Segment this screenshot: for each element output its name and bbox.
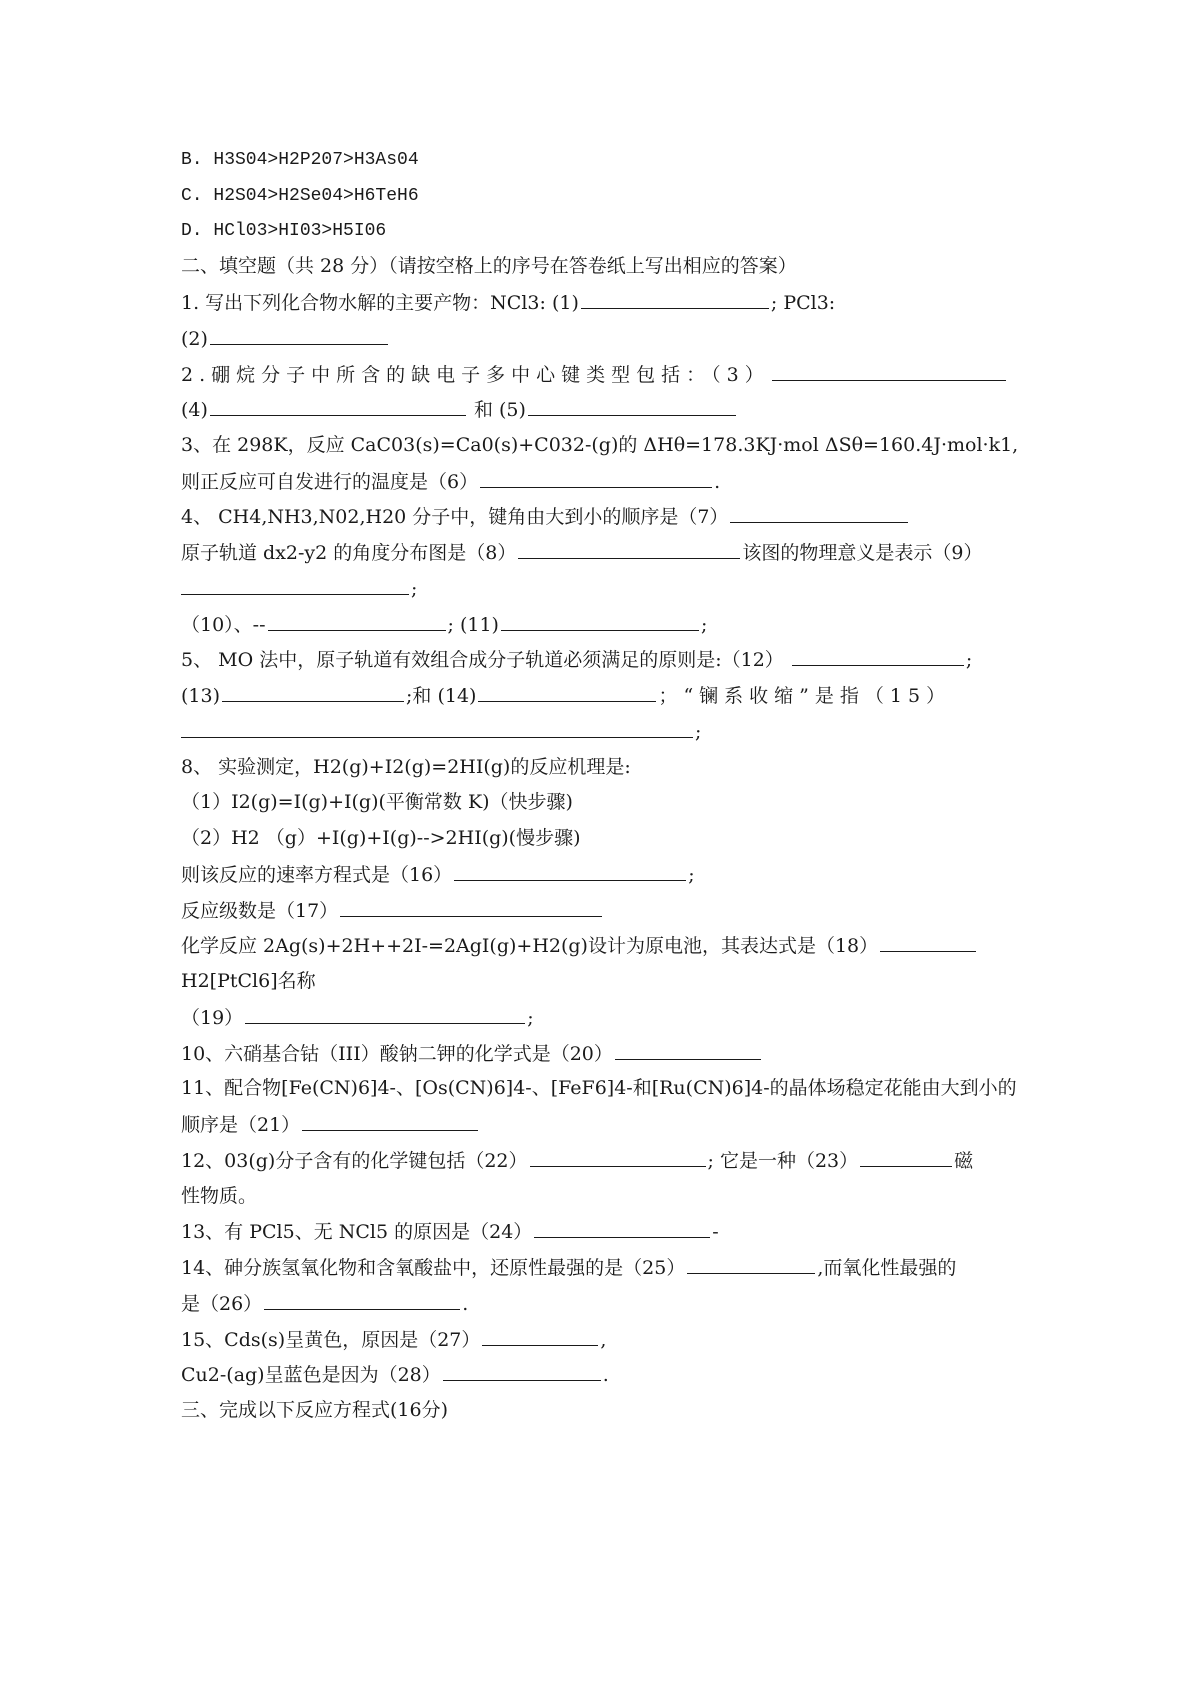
period: . [602,1364,609,1386]
answer-blank-10 [268,612,446,631]
answer-blank-1 [581,290,769,309]
period: . [714,471,721,493]
answer-blank-6 [480,469,712,488]
answer-blank-14 [478,683,656,702]
blank-label-14: ;和 (14) [406,685,477,707]
answer-blank-26 [264,1291,460,1310]
question-12-prompt: 12、03(g)分子含有的化学键包括（22） [181,1150,528,1172]
question-3-line-1 [181,433,1018,457]
mechanism-step-2-text: （2）H2 （g）+I(g)+I(g)-->2HI(g)(慢步骤) [181,827,581,849]
question-12-line-1 [181,1148,973,1173]
semicolon: ; [411,578,418,600]
question-2-line-2 [181,397,738,422]
blank-label-4: (4) [181,399,208,421]
answer-blank-19 [245,1005,525,1024]
rate-equation-line [181,862,695,887]
answer-blank-22 [530,1148,706,1167]
galvanic-cell-line [181,933,978,958]
question-1-line-1 [181,290,835,315]
answer-blank-9 [181,576,409,595]
semicolon: ; [700,614,708,636]
blank-label-19: （19） [181,1007,244,1029]
blank-label-21: 顺序是（21） [181,1114,301,1136]
answer-blank-24 [534,1219,710,1238]
answer-blank-12 [792,647,964,666]
blank-label-10: （10）、-- [181,614,266,636]
blank-label-5: 和 (5) [473,399,526,421]
blank-label-26: 是（26） [181,1293,263,1315]
question-4-line-2 [181,540,982,565]
answer-blank-21 [302,1112,478,1131]
option-c [181,184,419,208]
question-5-line-3 [181,719,701,744]
question-12-line-2 [181,1184,257,1208]
answer-blank-17 [340,898,602,917]
section-2-heading [181,254,797,278]
blank-label-11: ; (11) [447,614,499,636]
answer-blank-20 [615,1041,761,1060]
question-15-line-1 [181,1327,606,1352]
lanthanide-contraction-prompt: ；“镧系收缩”是指（15） [658,685,952,707]
copper-color-prompt: Cu2-(ag)呈蓝色是因为（28） [181,1364,441,1386]
blank-label-1: (1) [551,292,579,314]
answer-blank-27 [482,1327,598,1346]
question-3-line-2 [181,469,720,494]
magnetic-word: 磁 [954,1150,974,1172]
orbital-prompt: 原子轨道 dx2-y2 的角度分布图是（8） [181,542,517,564]
answer-blank-4 [210,397,466,416]
semicolon: ; [527,1007,534,1029]
answer-blank-11 [501,612,699,631]
blank-label-23: ; 它是一种（23） [707,1150,859,1172]
question-8-prompt: 8、 实验测定，H2(g)+I2(g)=2HI(g)的反应机理是: [181,756,631,778]
question-4-line-1 [181,504,910,529]
question-10-line [181,1041,763,1066]
answer-blank-18 [880,933,976,952]
question-14-line-1 [181,1255,956,1280]
period: . [462,1293,469,1315]
question-15-prompt: 15、Cds(s)呈黄色，原因是（27） [181,1329,481,1351]
complex-name-prompt: H2[PtCl6]名称 [181,970,316,992]
answer-blank-5 [528,397,736,416]
question-2-line-1 [181,362,1008,387]
question-5-line-1 [181,647,972,672]
question-15-line-2 [181,1362,609,1387]
answer-blank-28 [443,1362,601,1381]
section-3-heading-text: 三、完成以下反应方程式(16分) [181,1399,449,1421]
complex-name-line [181,969,316,993]
answer-blank-8 [518,540,740,559]
answer-blank-16 [454,862,686,881]
complex-name-answer-line [181,1005,534,1030]
question-14-prompt: 14、砷分族氢氧化物和含氧酸盐中，还原性最强的是（25） [181,1257,686,1279]
orbital-meaning: 该图的物理意义是表示（9） [742,542,983,564]
oxidizing-prompt: ,而氧化性最强的 [817,1257,957,1279]
option-b [181,148,419,172]
question-11-line-2 [181,1112,480,1137]
question-2-prompt: 2.硼烷分子中所含的缺电子多中心键类型包括：（3） [181,364,770,386]
section-3-heading [181,1398,448,1422]
semicolon: ; [695,721,702,743]
question-4-line-4 [181,612,707,637]
option-d-text: D. HCl03>HI03>H5I06 [181,221,387,241]
question-3-prompt: 3、在 298K，反应 CaC03(s)=Ca0(s)+C032-(g)的 ΔHθ=178.3KJ·mol ΔSθ=160.4J·mol·k1, [181,434,1019,456]
question-11-line-1 [181,1076,1017,1100]
magnetic-property-text: 性物质。 [181,1185,258,1207]
answer-blank-13 [222,683,404,702]
question-13-line [181,1219,719,1244]
question-1-prompt: 1. 写出下列化合物水解的主要产物：NCl3: [181,292,546,314]
mechanism-step-2 [181,826,581,850]
question-3-temperature: 则正反应可自发进行的温度是（6） [181,471,479,493]
blank-label-13: (13) [181,685,221,707]
answer-blank-3 [772,362,1006,381]
answer-blank-23 [860,1148,952,1167]
question-4-line-3 [181,576,417,601]
answer-blank-7 [730,504,908,523]
question-8-line-1 [181,755,631,779]
reaction-order-prompt: 反应级数是（17） [181,900,339,922]
answer-blank-25 [687,1255,815,1274]
rate-equation-prompt: 则该反应的速率方程式是（16） [181,864,453,886]
option-c-text: C. H2S04>H2Se04>H6TeH6 [181,186,419,206]
answer-blank-15 [181,719,693,738]
question-13-prompt: 13、有 PCl5、无 NCl5 的原因是（24） [181,1221,533,1243]
section-2-heading-text: 二、填空题（共 28 分）（请按空格上的序号在答卷纸上写出相应的答案） [181,255,797,277]
semicolon: ; [965,649,973,671]
option-b-text: B. H3S04>H2P207>H3As04 [181,150,419,170]
galvanic-cell-prompt: 化学反应 2Ag(s)+2H++2I-=2AgI(g)+H2(g)设计为原电池，其表达式是（18） [181,935,879,957]
question-1-pcl3: ; PCl3: [770,292,836,314]
question-11-prompt: 11、配合物[Fe(CN)6]4-、[Os(CN)6]4-、[FeF6]4-和[Ru(CN)6]4-的晶体场稳定花能由大到小的 [181,1077,1017,1099]
semicolon: ; [688,864,695,886]
dash: - [712,1221,719,1243]
option-d [181,219,386,243]
question-5-line-2 [181,683,951,708]
question-10-prompt: 10、六硝基合钴（III）酸钠二钾的化学式是（20） [181,1043,613,1065]
answer-blank-2 [210,326,388,345]
reaction-order-line [181,898,604,923]
question-4-prompt: 4、 CH4,NH3,N02,H20 分子中，键角由大到小的顺序是（7） [181,506,729,528]
question-14-line-2 [181,1291,468,1316]
question-5-prompt: 5、 MO 法中，原子轨道有效组合成分子轨道必须满足的原则是:（12） [181,649,784,671]
mechanism-step-1-text: （1）I2(g)=I(g)+I(g)(平衡常数 K)（快步骤) [181,791,573,813]
question-1-line-2 [181,326,390,351]
mechanism-step-1 [181,790,573,814]
comma: , [600,1329,607,1351]
blank-label-2: (2) [181,328,208,350]
